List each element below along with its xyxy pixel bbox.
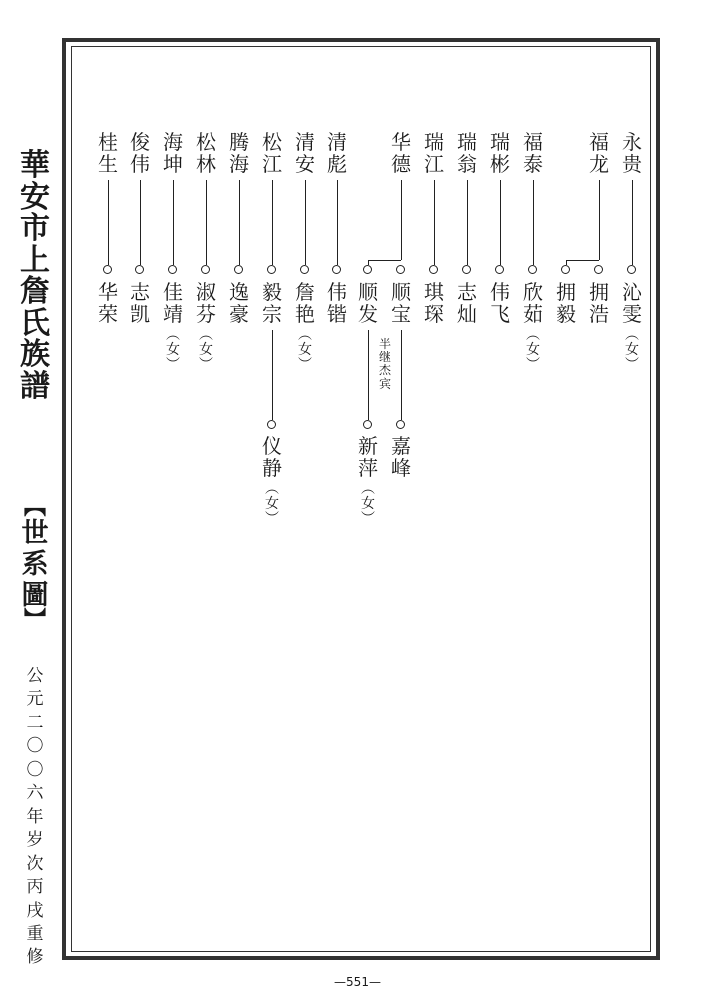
lineage-line — [206, 180, 207, 265]
child-node-icon — [561, 265, 570, 274]
lineage-line — [467, 180, 468, 265]
lineage-line — [272, 180, 273, 265]
lineage-line — [401, 180, 402, 260]
lineage-line — [337, 180, 338, 265]
father-name: 腾 海 — [229, 130, 249, 176]
lineage-line — [368, 330, 369, 420]
child-name: 华 荣 — [98, 280, 118, 326]
father-name: 瑞 翁 — [457, 130, 477, 176]
father-name: 华 德 — [391, 130, 411, 176]
edition-date — [10, 665, 60, 970]
lineage-line — [599, 180, 600, 260]
child-name: 琪 琛 — [424, 280, 444, 326]
child-node-icon — [528, 265, 537, 274]
child-name: 伟 锴 — [327, 280, 347, 326]
child-name: 淑 芬 ︵ 女 ︶ — [196, 280, 216, 373]
female-marker: ︵ 女 ︶ — [526, 327, 540, 373]
child-node-icon — [267, 265, 276, 274]
grandchild-name: 仪 静 ︵ 女 ︶ — [262, 434, 282, 527]
father-name: 海 坤 — [163, 130, 183, 176]
lineage-line — [272, 330, 273, 420]
lineage-line — [500, 180, 501, 265]
child-node-icon — [103, 265, 112, 274]
child-name: 詹 艳 ︵ 女 ︶ — [295, 280, 315, 373]
bracket-open-icon: ︻ — [23, 494, 46, 520]
child-name: 拥 毅 — [556, 280, 576, 326]
female-marker: ︵ 女 ︶ — [265, 481, 279, 527]
child-name: 欣 茹 ︵ 女 ︶ — [523, 280, 543, 373]
child-name: 志 凯 — [130, 280, 150, 326]
book-title — [10, 148, 60, 404]
child-name: 伟 飞 — [490, 280, 510, 326]
female-marker: ︵ 女 ︶ — [361, 481, 375, 527]
child-name: 佳 靖 ︵ 女 ︶ — [163, 280, 183, 373]
grandchild-node-icon — [363, 420, 372, 429]
sibling-bracket — [566, 260, 599, 261]
father-name: 福 龙 — [589, 130, 609, 176]
child-node-icon — [135, 265, 144, 274]
child-node-icon — [332, 265, 341, 274]
child-node-icon — [429, 265, 438, 274]
father-name: 清 彪 — [327, 130, 347, 176]
page-number: —551— — [334, 975, 381, 989]
lineage-line — [173, 180, 174, 265]
child-node-icon — [234, 265, 243, 274]
child-name: 志 灿 — [457, 280, 477, 326]
father-name: 永 贵 — [622, 130, 642, 176]
father-name: 松 江 — [262, 130, 282, 176]
child-node-icon — [300, 265, 309, 274]
father-name: 瑞 江 — [424, 130, 444, 176]
child-node-icon — [201, 265, 210, 274]
bracket-close-icon: ︼ — [23, 606, 46, 633]
grandchild-name: 嘉 峰 — [391, 434, 411, 480]
lineage-line — [239, 180, 240, 265]
child-name: 毅 宗 — [262, 280, 282, 326]
child-name: 顺 发 — [358, 280, 378, 326]
grandchild-node-icon — [396, 420, 405, 429]
child-name: 逸 豪 — [229, 280, 249, 326]
lineage-line — [305, 180, 306, 265]
edition-date-text: 公 元 二 〇 〇 六 年 岁 次 丙 戌 重 修 — [26, 666, 44, 968]
grandchild-node-icon — [267, 420, 276, 429]
child-node-icon — [462, 265, 471, 274]
sibling-bracket — [368, 260, 401, 261]
father-name: 桂 生 — [98, 130, 118, 176]
child-name: 拥 浩 — [589, 280, 609, 326]
lineage-line — [401, 330, 402, 420]
book-title-text: 華 安 市 上 詹 氏 族 譜 — [20, 148, 50, 404]
child-name: 沁 雯 ︵ 女 ︶ — [622, 280, 642, 373]
female-marker: ︵ 女 ︶ — [166, 327, 180, 373]
section-text: 世 系 圖 — [21, 517, 49, 611]
father-name: 松 林 — [196, 130, 216, 176]
female-marker: ︵ 女 ︶ — [298, 327, 312, 373]
lineage-line — [632, 180, 633, 265]
lineage-line — [108, 180, 109, 265]
female-marker: ︵ 女 ︶ — [625, 327, 639, 373]
lineage-line — [140, 180, 141, 265]
father-name: 瑞 彬 — [490, 130, 510, 176]
child-node-icon — [363, 265, 372, 274]
child-node-icon — [168, 265, 177, 274]
father-name: 清 安 — [295, 130, 315, 176]
lineage-line — [434, 180, 435, 265]
grandchild-name: 新 萍 ︵ 女 ︶ — [358, 434, 378, 527]
father-name: 福 泰 — [523, 130, 543, 176]
female-marker: ︵ 女 ︶ — [199, 327, 213, 373]
section-label — [10, 494, 60, 633]
lineage-line — [533, 180, 534, 265]
child-node-icon — [594, 265, 603, 274]
child-node-icon — [495, 265, 504, 274]
child-name: 顺 宝 — [391, 280, 411, 326]
father-name: 俊 伟 — [130, 130, 150, 176]
adoption-note: 半 继 杰 宾 — [378, 337, 391, 391]
child-node-icon — [396, 265, 405, 274]
child-node-icon — [627, 265, 636, 274]
